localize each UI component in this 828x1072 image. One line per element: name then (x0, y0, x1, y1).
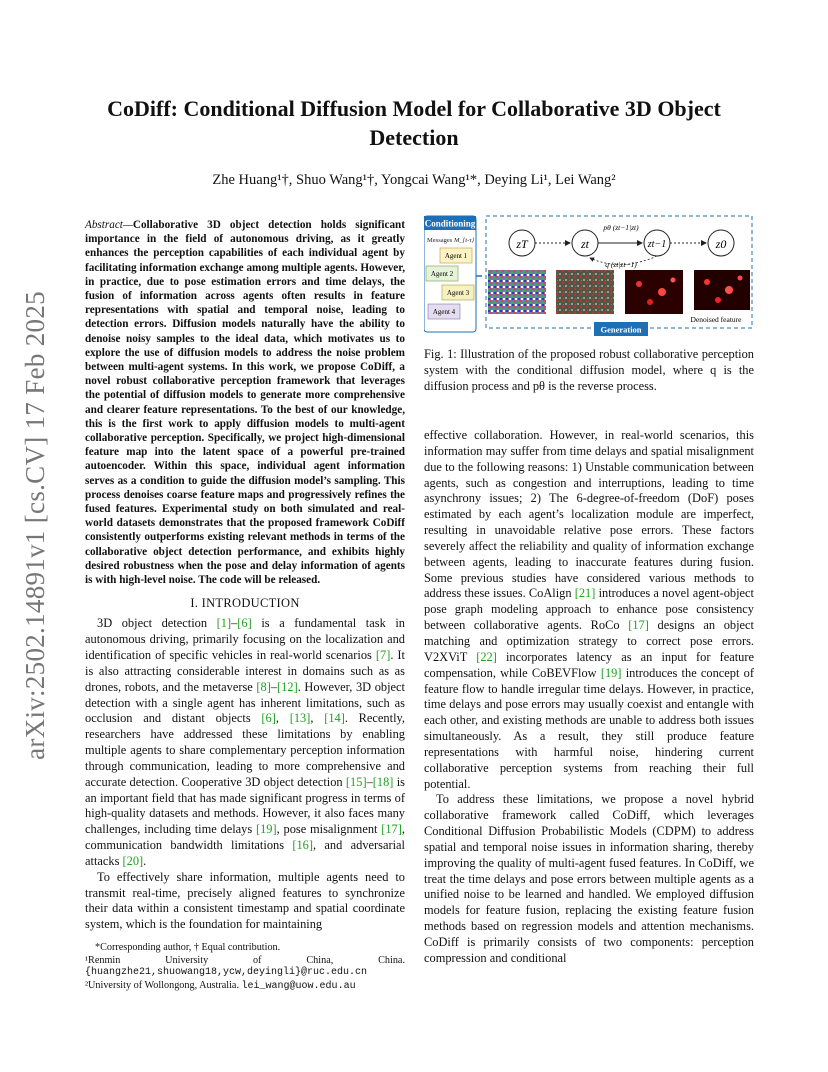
footnote-aff1-label: ¹Renmin (85, 954, 121, 966)
author-list: Zhe Huang¹†, Shuo Wang¹†, Yongcai Wang¹*, Deying Li¹, Lei Wang² (212, 172, 616, 188)
figure-1-diagram (424, 210, 754, 338)
abstract (85, 218, 405, 587)
node-zt-label: zt (580, 237, 590, 251)
citation-link[interactable]: [19] (255, 822, 277, 837)
node-zT-label: zT (516, 237, 528, 251)
partially-denoised-map (556, 270, 614, 314)
feature-blob (715, 297, 721, 303)
feature-blob (738, 276, 743, 281)
node-zt-minus-1-label: zt−1 (647, 239, 667, 250)
citation-link[interactable]: [1] (216, 616, 232, 631)
feature-blob (704, 279, 710, 285)
footnote-aff1-word: of (253, 954, 262, 966)
citation-link[interactable]: [22] (476, 649, 497, 664)
right-column (424, 428, 754, 967)
reverse-process-label: pθ (zt−1|zt) (603, 223, 639, 232)
agent-2-label: Agent 2 (430, 270, 454, 278)
footnote-aff2-text: ²University of Wollongong, Australia. (85, 979, 242, 991)
figure-caption: Fig. 1: Illustration of the proposed robust collaborative perception system with the conditional diffusion model, where q is the diffusion process and pθ is the reverse process. (424, 347, 754, 393)
footnote-aff1-word: China, (306, 954, 334, 966)
abstract-lead: Abstract— (85, 219, 133, 231)
feature-blob (636, 281, 642, 287)
abstract-text: Collaborative 3D object detection holds significant importance in the field of autonomous driving, as it greatly enhances the perception capabilities of each individual agent by facilitating information exchange among multiple agents. However, in practice, due to pose estimation errors and time delays, the fusion of information across agents often results in feature representations with spatial and temporal noise, leading to detection errors. Diffusion models naturally have the ability to denoise noisy samples to the ideal data, which motivates us to explore the use of diffusion models to address the noise problem between multi-agent systems. In this work, we propose CoDiff, a novel robust collaborative perception framework that leverages the potential of diffusion models to generate more comprehensive and clearer feature representations. To the best of our knowledge, this is the first work to apply diffusion models to multi-agent collaborative perception. Specifically, we project high-dimensional feature map into the latent space of a powerful pre-trained autoencoder. Within this space, individual agent information serves as a condition to guide the diffusion model’s sampling. This process denoises coarse feature maps and progressively refines the fused features. Experimental study on both simulated and real-world datasets demonstrates that the proposed framework CoDiff consistently outperforms existing relevant methods in terms of the collaborative object detection performance, and exhibits highly desired robustness when the pose and delay information of agents is with high-level noise. The code will be released. (85, 219, 405, 587)
feature-blob (671, 278, 676, 283)
citation-link[interactable]: [21] (574, 586, 596, 601)
figure-1 (424, 210, 754, 338)
noise-feature-map (488, 270, 546, 314)
footnote-aff1-email[interactable]: {huangzhe21,shuowang18,ycw,deyingli}@ruc.edu.cn (85, 967, 368, 978)
citation-link[interactable]: [7] (375, 647, 391, 662)
forward-process-label: q (zt|zt−1) (605, 260, 637, 269)
citation-link[interactable]: [19] (600, 665, 622, 680)
footnote-aff1-word: University (165, 954, 209, 966)
feature-blob (725, 286, 733, 294)
citation-link[interactable]: [16] (292, 838, 314, 853)
section-heading-introduction: I. INTRODUCTION (190, 596, 300, 611)
right-paragraph-1: effective collaboration. However, in real-world scenarios, this information may suffer from time delays and spatial misalignment due to the following reasons: 1) Unstable communication between agents, such as congestion and interruptions, leading to time asynchrony issues; 2) The 6-degree-of-freedom (DoF) poses estimated by each agent’s localization module are imperfect, resulting in unavoidable relative pose errors. These factors severely affect the reliability and quality of information exchange between agents, leading to inaccurate features during fusion. Some previous studies have considered various methods to address these issues. CoAlign [21] introduces a novel agent-object pose graph modeling approach to enhance pose consistency between collaborative agents. RoCo [17] designs an object matching and optimization strategy to correct pose errors. V2XViT [22] incorporates latency as an input for feature compensation, while CoBEVFlow [19] introduces the concept of feature flow to handle irregular time delays. However, in practice, time delays and pose errors may usually coexist and entangle with each other, and existing methods are unable to address both issues simultaneously. As a result, they still produce feature representations with harmful noise, hindering current collaborative perception systems from reaching their full potential. (424, 428, 754, 791)
arxiv-stamp (14, 290, 56, 760)
citation-link[interactable]: [13] (289, 711, 311, 726)
footnote-affiliation-2 (85, 980, 405, 994)
citation-link[interactable]: [8] (256, 679, 271, 694)
node-z0-label: z0 (715, 237, 727, 251)
agent-4-label: Agent 4 (432, 308, 456, 316)
citation-link[interactable]: [6] (261, 711, 276, 726)
conditioning-label: Conditioning (424, 218, 476, 229)
citation-link[interactable]: [14] (324, 711, 345, 726)
citation-link[interactable]: [17] (628, 618, 649, 633)
footnotes (85, 942, 405, 993)
feature-blob (658, 288, 666, 296)
right-paragraph-2: To address these limitations, we propose a novel hybrid collaborative framework called CoDiff, which leverages Conditional Diffusion Probabilistic Models (CDPM) to address spatial and temporal noise issues in information sharing, thereby improving the quality of multi-agent fused features. In CoDiff, we treat the time delays and pose errors between multiple agents as a unified noise to be learned and handled. We employed diffusion models for feature fusion, replacing the existing feature fusion methods based on regression models and attention mechanisms. CoDiff is primarily consists of two components: perception compression and conditional (424, 792, 754, 965)
footnote-corresponding: *Corresponding author, † Equal contribution. (95, 942, 281, 953)
paper-title: CoDiff: Conditional Diffusion Model for Collaborative 3D Object Detection (107, 96, 721, 150)
denoised-feature-label: Denoised feature (690, 315, 742, 324)
feature-blob (647, 299, 653, 305)
refined-feature-map (625, 270, 683, 314)
arxiv-stamp-text: arXiv:2502.14891v1 [cs.CV] 17 Feb 2025 (19, 290, 50, 760)
intro-paragraph-2: To effectively share information, multiple agents need to transmit real-time, precisely aligned features to synchronize their data within a consistent timestamp and spatial coordinate system, which is the foundation for maintaining (85, 869, 405, 932)
citation-link[interactable]: [17] (381, 822, 402, 837)
messages-label: Messages (427, 237, 453, 244)
denoised-feature-map (694, 270, 750, 310)
citation-link[interactable]: [18] (372, 774, 394, 789)
citation-link[interactable]: [15] (345, 774, 367, 789)
footnote-aff2-email[interactable]: lei_wang@uow.edu.au (241, 980, 356, 992)
citation-link[interactable]: [20] (122, 853, 144, 868)
intro-paragraph-1: 3D object detection [1]–[6] is a fundamental task in autonomous driving, primarily focusing on the localization and identification of specific vehicles in real-world scenarios [7]. It is also attracting considerable interest in domains such as as drones, robots, and the metaverse [8]–[12]. However, 3D object detection with a single agent has inherent limitations, such as occlusion and distant objects [6], [13], [14]. Recently, researchers have addressed these limitations by enabling multiple agents to share complementary perception information through communication, leading to more comprehensive and accurate detection. Cooperative 3D object detection [15]–[18] is an important field that has made significant progress in terms of high-quality datasets and methods. However, it also faces many challenges, including time delays [19], pose misalignment [17], communication bandwidth limitations [16], and adversarial attacks [20]. (85, 616, 406, 868)
citation-link[interactable]: [12] (277, 679, 298, 694)
left-column (85, 218, 405, 933)
footnote-aff1-word: China. (378, 954, 405, 966)
messages-math: M_{t-τ} (454, 237, 475, 244)
agent-3-label: Agent 3 (446, 289, 470, 297)
generation-label: Generation (600, 324, 642, 335)
citation-link[interactable]: [6] (237, 616, 252, 631)
agent-1-label: Agent 1 (444, 252, 468, 260)
footnote-affiliation-1 (85, 955, 405, 968)
